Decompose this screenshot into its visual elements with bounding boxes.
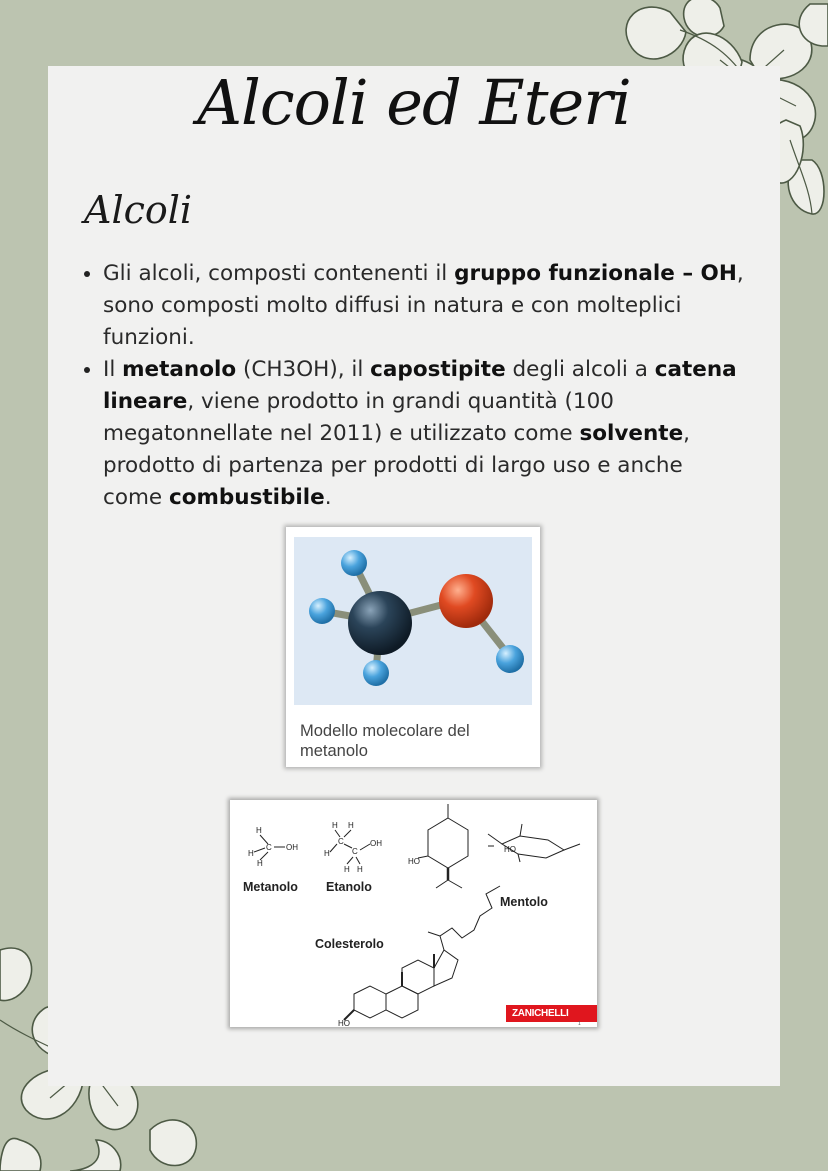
methanol-model-image bbox=[294, 537, 532, 705]
page-title: Alcoli ed Eteri bbox=[197, 66, 631, 139]
label-colesterolo: Colesterolo bbox=[315, 937, 384, 951]
label-etanolo: Etanolo bbox=[326, 880, 372, 894]
bullet-item: Gli alcoli, composti contenenti il gruppo funzionale – OH, sono composti molto diffusi in natura e con molteplici funzioni. bbox=[84, 258, 744, 354]
label-mentolo: Mentolo bbox=[500, 895, 548, 909]
svg-text:H: H bbox=[348, 821, 354, 830]
svg-text:H: H bbox=[248, 849, 254, 858]
label-metanolo: Metanolo bbox=[243, 880, 298, 894]
svg-text:H: H bbox=[257, 859, 263, 868]
svg-text:HO: HO bbox=[504, 845, 516, 854]
figure-caption: Modello molecolare del metanolo bbox=[300, 722, 470, 760]
svg-text:OH: OH bbox=[286, 843, 298, 852]
svg-text:C: C bbox=[352, 847, 358, 856]
methanol-molecule-icon bbox=[294, 537, 532, 705]
svg-text:OH: OH bbox=[370, 839, 382, 848]
section-heading: Alcoli bbox=[84, 188, 193, 232]
publisher-badge: ZANICHELLI bbox=[506, 1005, 597, 1022]
svg-text:C: C bbox=[266, 843, 272, 852]
svg-text:H: H bbox=[256, 826, 262, 835]
alcohol-structures-figure bbox=[230, 800, 597, 1027]
methanol-model-figure bbox=[286, 527, 540, 767]
svg-text:HO: HO bbox=[338, 1019, 350, 1027]
svg-text:HO: HO bbox=[408, 857, 420, 866]
svg-text:H: H bbox=[332, 821, 338, 830]
svg-text:C: C bbox=[338, 837, 344, 846]
svg-text:H: H bbox=[357, 865, 363, 874]
svg-text:H: H bbox=[324, 849, 330, 858]
bullet-list bbox=[84, 258, 744, 514]
structural-formulas-diagram bbox=[230, 800, 597, 1027]
svg-text:H: H bbox=[344, 865, 350, 874]
page-number: 1 bbox=[578, 1021, 581, 1027]
bullet-item: Il metanolo (CH3OH), il capostipite degli alcoli a catena lineare, viene prodotto in grandi quantità (100 megatonnellate nel 2011) e utilizzato come solvente, prodotto di partenza per prodotti di largo uso e anche come combustibile. bbox=[84, 354, 744, 514]
